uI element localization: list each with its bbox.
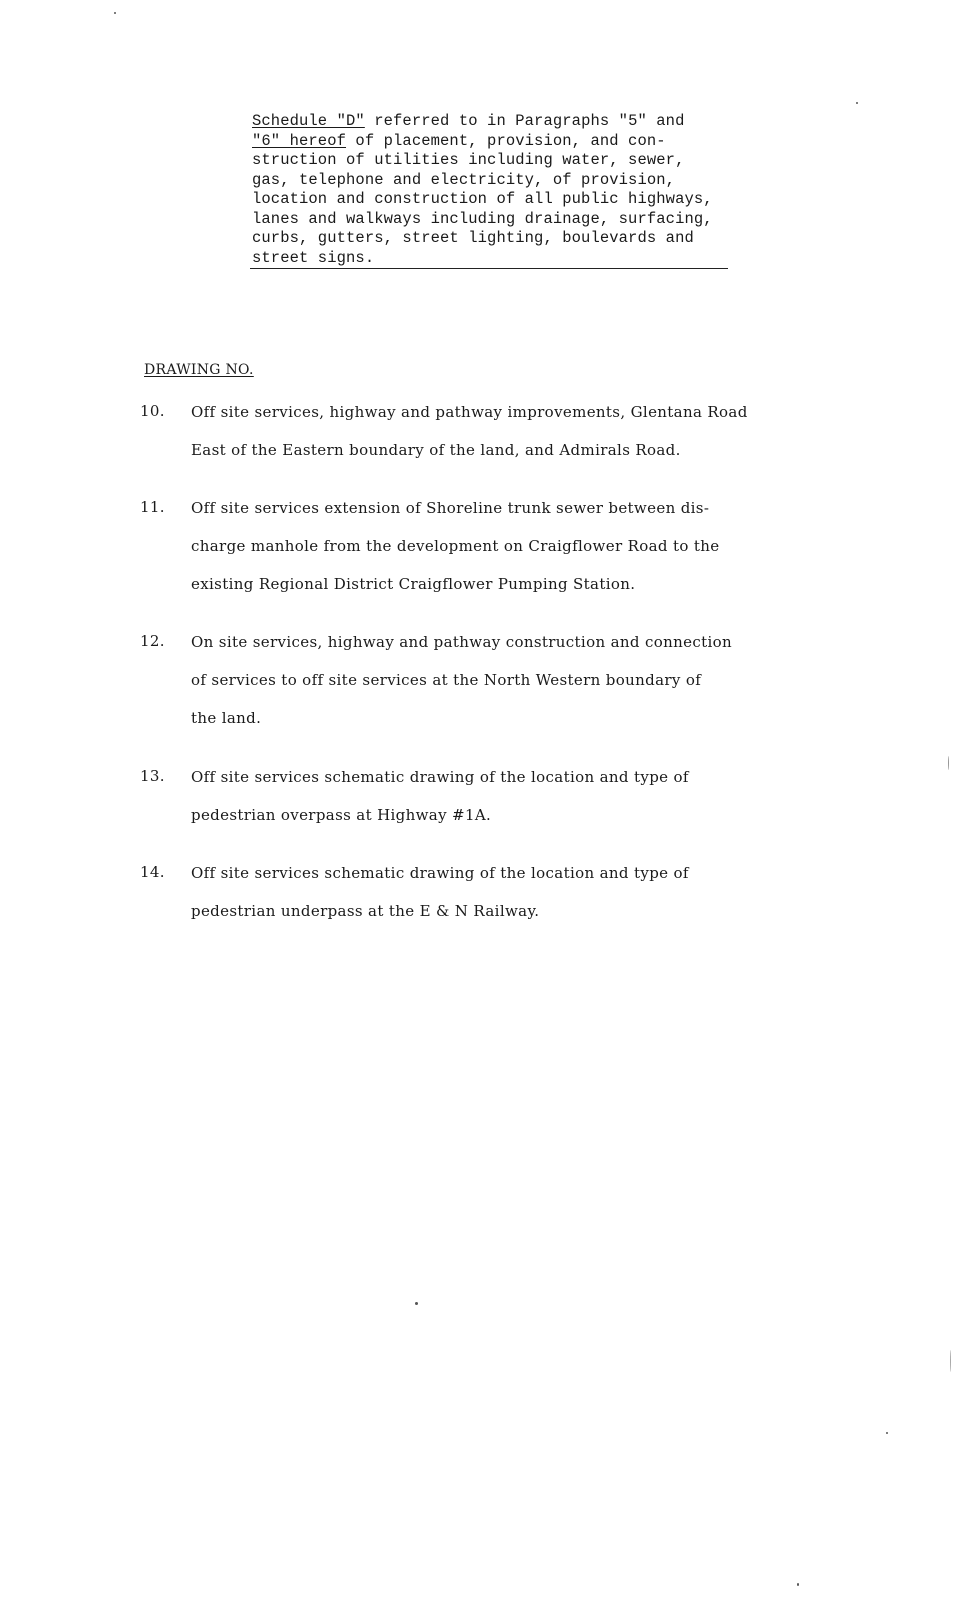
item-number: 11. (140, 498, 165, 516)
scan-speck (948, 756, 949, 770)
scan-speck (950, 1350, 951, 1372)
item-number: 12. (140, 632, 165, 650)
schedule-line-6: lanes and walkways including drainage, surfacing, (252, 209, 713, 228)
scan-speck (114, 12, 116, 14)
schedule-line-4: gas, telephone and electricity, of provision, (252, 170, 676, 189)
scan-speck (415, 1302, 418, 1305)
item-number: 10. (140, 402, 165, 420)
item-number: 14. (140, 863, 165, 881)
scan-speck (797, 1583, 799, 1586)
item-description: Off site services schematic drawing of the location and type of pedestrian underpass at the E & N Railway. (191, 864, 689, 920)
schedule-line-8: street signs. (252, 248, 375, 267)
item-number: 13. (140, 767, 165, 785)
schedule-line-3: struction of utilities including water, sewer, (252, 151, 685, 169)
item-description: Off site services, highway and pathway improvements, Glentana Road East of the Eastern boundary of the land, and Admirals Road. (191, 403, 748, 459)
schedule-line-2: "6" hereof of placement, provision, and con- (252, 131, 666, 150)
schedule-line-7: curbs, gutters, street lighting, boulevards and (252, 229, 694, 247)
item-description: Off site services extension of Shoreline trunk sewer between dis- charge manhole from the development on Craigflower Road to the existing Regional District Craigflower Pumping Station. (191, 499, 720, 593)
schedule-underline-rule (250, 268, 728, 269)
drawing-number-heading: DRAWING NO. (144, 362, 254, 378)
item-description: On site services, highway and pathway construction and connection of services to off site services at the North Western boundary of the land. (191, 633, 733, 727)
schedule-title: Schedule "D" (252, 112, 365, 130)
schedule-line-1: Schedule "D" referred to in Paragraphs "5" and (252, 112, 685, 130)
item-description: Off site services schematic drawing of the location and type of pedestrian overpass at Highway #1A. (191, 768, 689, 824)
scan-speck (856, 102, 858, 104)
schedule-heading (252, 112, 732, 268)
schedule-line-5: location and construction of all public highways, (252, 190, 713, 208)
scan-speck (886, 1432, 888, 1434)
